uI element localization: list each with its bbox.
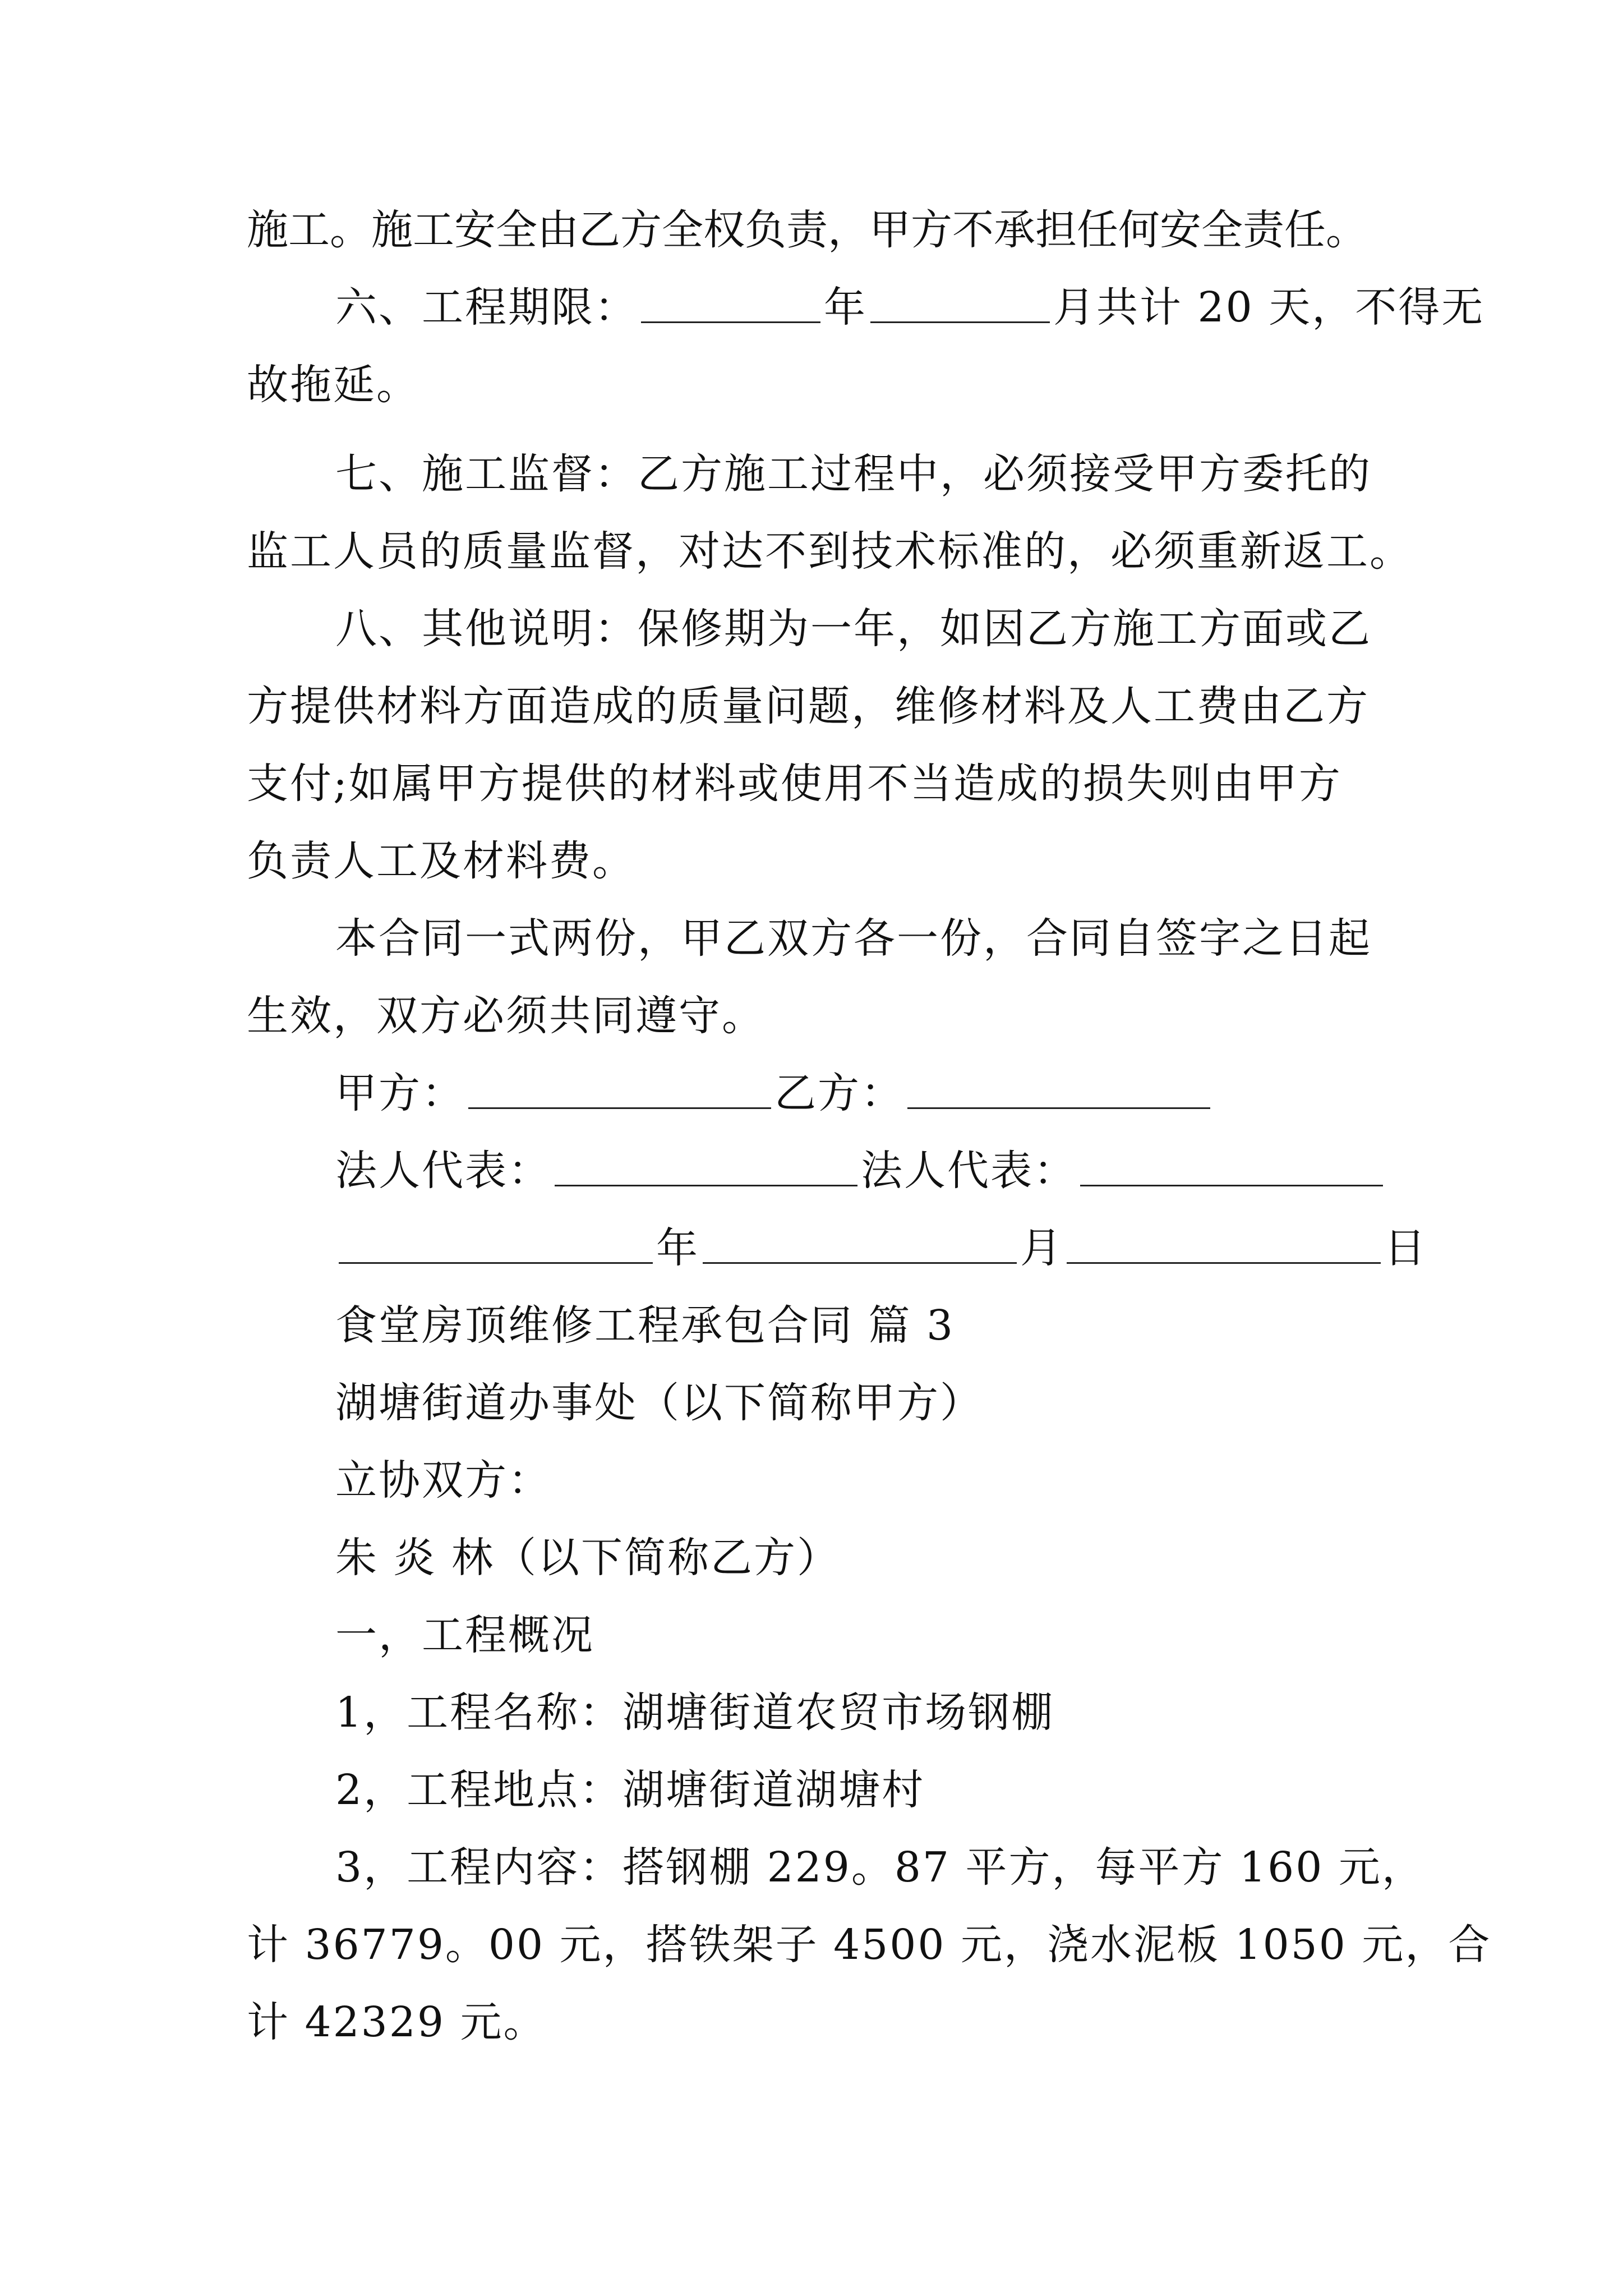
date-month-blank	[703, 1217, 1017, 1264]
paragraph-text: 计 36779。00 元，搭铁架子 4500 元，浇水泥板 1050 元，合	[247, 1921, 1492, 1969]
paragraph-text: 支付;如属甲方提供的材料或使用不当造成的损失则由甲方	[247, 760, 1342, 808]
paragraph-line	[247, 354, 419, 416]
paragraph-line	[247, 521, 1413, 582]
year-blank	[641, 277, 820, 323]
signature-representative-line	[335, 1140, 1386, 1202]
paragraph-line	[335, 908, 1372, 969]
paragraph-text: 监工人员的质量监督，对达不到技术标准的，必须重新返工。	[247, 527, 1413, 576]
date-day-label: 日	[1384, 1224, 1427, 1272]
term-period-line	[335, 277, 1485, 338]
paragraph-text: 方提供材料方面造成的质量问题，维修材料及人工费由乙方	[247, 682, 1370, 730]
project-overview-heading	[335, 1604, 594, 1666]
party-b-label: 乙方：	[774, 1069, 904, 1117]
paragraph-line	[247, 199, 1380, 261]
paragraph-line	[247, 675, 1370, 737]
party-b-intro	[335, 1527, 840, 1589]
project-item	[335, 1682, 1054, 1743]
project-item	[335, 1759, 925, 1821]
paragraph-text: 八、其他说明：保修期为一年，如因乙方施工方面或乙	[335, 605, 1372, 653]
section-heading-text: 食堂房顶维修工程承包合同 篇 3	[335, 1301, 955, 1350]
month-blank	[870, 277, 1050, 323]
paragraph-text: 负责人工及材料费。	[247, 837, 635, 885]
party-a-representative-label: 法人代表：	[335, 1147, 551, 1195]
party-a-representative-blank	[555, 1140, 857, 1186]
parties-label-text: 立协双方：	[335, 1456, 551, 1504]
signature-party-line	[335, 1062, 1214, 1124]
paragraph-line	[247, 985, 765, 1047]
party-b-representative-label: 法人代表：	[861, 1147, 1077, 1195]
paragraph-text: 故拖延。	[247, 361, 419, 409]
parties-label	[335, 1450, 551, 1511]
paragraph-line	[335, 443, 1372, 505]
paragraph-text: 七、施工监督：乙方施工过程中，必须接受甲方委托的	[335, 450, 1372, 498]
term-period-rest: 月共计 20 天，不得无	[1053, 283, 1485, 332]
date-year-label: 年	[656, 1224, 699, 1272]
date-day-blank	[1067, 1217, 1381, 1264]
project-content-text: 3，工程内容：搭钢棚 229。87 平方，每平方 160 元，	[335, 1843, 1425, 1892]
project-overview-heading-text: 一，工程概况	[335, 1611, 594, 1659]
paragraph-text: 计 42329 元。	[247, 1998, 547, 2046]
paragraph-text: 施工。施工安全由乙方全权负责，甲方不承担任何安全责任。	[247, 206, 1367, 254]
paragraph-line	[247, 1991, 546, 2053]
date-month-label: 月	[1020, 1224, 1063, 1272]
paragraph-text: 生效，双方必须共同遵守。	[247, 992, 765, 1040]
paragraph-line	[247, 830, 635, 892]
paragraph-line	[247, 753, 1342, 815]
term-period-label: 六、工程期限：	[335, 283, 638, 332]
party-b-intro-text: 朱 炎 林（以下简称乙方）	[335, 1534, 841, 1582]
paragraph-text: 本合同一式两份，甲乙双方各一份，合同自签字之日起	[335, 914, 1372, 963]
party-a-blank	[468, 1062, 771, 1109]
date-year-blank	[339, 1217, 653, 1264]
party-a-intro-text: 湖塘街道办事处（以下简称甲方）	[335, 1379, 983, 1427]
section-heading	[335, 1295, 955, 1356]
signature-date-line	[335, 1217, 1427, 1279]
party-a-intro	[335, 1372, 983, 1434]
paragraph-line	[335, 598, 1372, 660]
party-a-label: 甲方：	[335, 1069, 465, 1117]
project-location-text: 2，工程地点：湖塘街道湖塘村	[335, 1766, 925, 1814]
party-b-blank	[907, 1062, 1210, 1109]
party-b-representative-blank	[1080, 1140, 1383, 1186]
project-item	[335, 1837, 1425, 1898]
year-label: 年	[824, 283, 867, 332]
project-name-text: 1，工程名称：湖塘街道农贸市场钢棚	[335, 1688, 1055, 1737]
paragraph-line	[247, 1914, 1491, 1976]
